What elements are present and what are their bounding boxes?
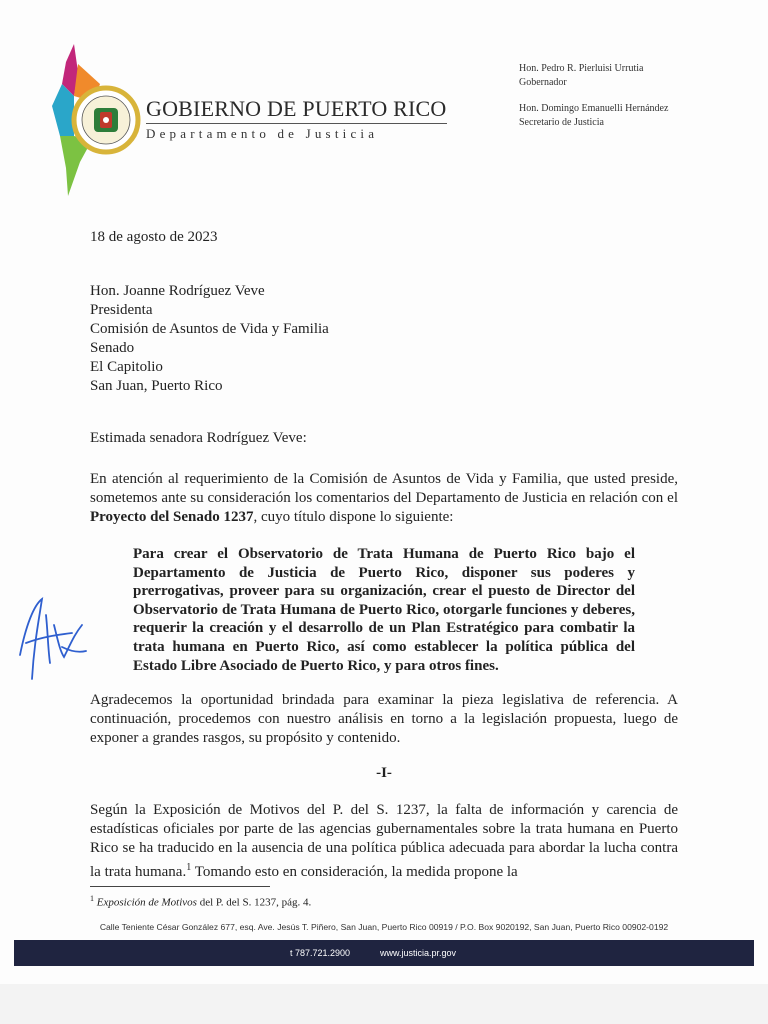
footnote-text: del P. del S. 1237, pág. 4. <box>196 896 312 909</box>
official-role: Secretario de Justicia <box>519 117 604 128</box>
recipient-address <box>90 282 329 396</box>
footnote-divider <box>90 886 270 887</box>
officials-list <box>519 62 668 142</box>
handwritten-signature-icon <box>12 585 92 685</box>
salutation: Estimada senadora Rodríguez Veve: <box>90 430 307 446</box>
government-title: GOBIERNO DE PUERTO RICO <box>146 96 447 124</box>
bill-title-quote: Para crear el Observatorio de Trata Humana de Puerto Rico bajo el Departamento de Justicia de Puerto Rico, disponer sus poderes y prerrogativas, proveer para su organización, crear el puesto de Director del Observatorio de Trata Humana de Puerto Rico, otorgarle funciones y deberes, requerir la creación y el desarrollo de un Plan Estratégico para combatir la trata humana en Puerto Rico, así como establecer la política pública del Estado Libre Asociado de Puerto Rico, y para otros fines. <box>133 546 635 674</box>
government-logo-icon <box>44 44 144 200</box>
paragraph-acknowledgement: Agradecemos la oportunidad brindada para examinar la pieza legislativa de referencia. A continuación, procedemos con nuestro análisis en torno a la legislación propuesta, luego de exponer a grandes rasgos, su propósito y contenido. <box>90 692 678 746</box>
recipient-body: Senado <box>90 340 135 356</box>
intro-text: En atención al requerimiento de la Comisión de Asuntos de Vida y Familia, que usted preside, sometemos ante su consideración los comentarios del Departamento de Justicia en relación con el <box>90 471 678 506</box>
letter-date: 18 de agosto de 2023 <box>90 229 218 245</box>
bill-name: Proyecto del Senado 1237 <box>90 509 254 525</box>
department-name: Departamento de Justicia <box>146 126 379 141</box>
recipient-city: San Juan, Puerto Rico <box>90 378 223 394</box>
seal-lamb <box>103 117 109 123</box>
footer-phone: t 787.721.2900 <box>290 948 351 958</box>
paragraph-intro <box>90 470 678 527</box>
footnote <box>90 894 311 909</box>
section-one-text-end: Tomando esto en consideración, la medida propone la <box>191 864 518 880</box>
signature-stroke <box>20 599 86 679</box>
intro-text-end: , cuyo título dispone lo siguiente: <box>253 509 454 525</box>
recipient-commission: Comisión de Asuntos de Vida y Familia <box>90 321 329 337</box>
recipient-title: Presidenta <box>90 302 153 318</box>
page-bottom-margin <box>0 984 768 1024</box>
section-one-text: Según la Exposición de Motivos del P. del S. 1237, la falta de información y carencia de estadísticas oficiales por parte de las agencias gubernamentales sobre la trata humana en Puerto Rico se ha traducido en la ausencia de una política pública adecuada para abordar la lucha contra la trata humana. <box>90 802 678 880</box>
footer-bar <box>14 940 754 966</box>
footer-address: Calle Teniente César González 677, esq. Ave. Jesús T. Piñero, San Juan, Puerto Rico 00919 / P.O. Box 9020192, San Juan, Puerto Rico 00902-0192 <box>99 922 669 932</box>
official-secretary <box>519 102 668 130</box>
official-name: Hon. Pedro R. Pierluisi Urrutia <box>519 63 644 74</box>
section-heading: -I- <box>376 765 392 781</box>
footnote-number: 1 <box>90 894 94 903</box>
footnote-italic: Exposición de Motivos <box>96 896 197 909</box>
paragraph-section-one <box>90 801 678 882</box>
footnote-ref[interactable]: 1 <box>186 862 192 873</box>
official-name: Hon. Domingo Emanuelli Hernández <box>519 103 669 114</box>
official-governor <box>519 62 668 90</box>
official-role: Gobernador <box>519 77 567 88</box>
footer-website[interactable]: www.justicia.pr.gov <box>380 948 457 958</box>
recipient-building: El Capitolio <box>90 359 163 375</box>
recipient-name: Hon. Joanne Rodríguez Veve <box>90 283 265 299</box>
